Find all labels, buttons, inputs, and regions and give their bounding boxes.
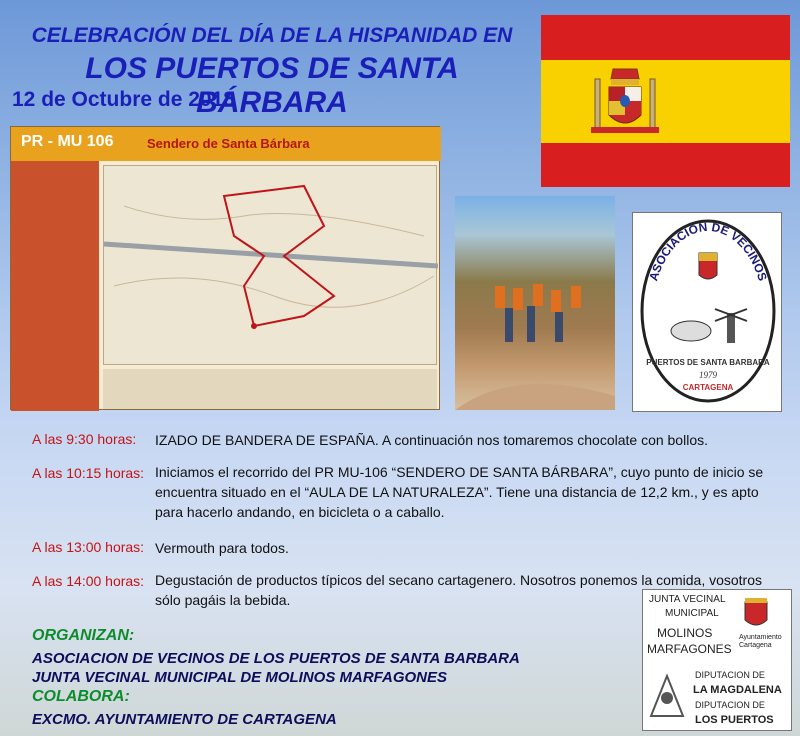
diputacion-label-1: DIPUTACION DE <box>695 670 765 680</box>
schedule-time: A las 14:00 horas: <box>32 573 145 589</box>
coat-of-arms-icon <box>589 65 661 145</box>
junta-line-1: JUNTA VECINAL <box>649 594 726 605</box>
schedule-text: Vermouth para todos. <box>155 540 289 556</box>
trail-name: Sendero de Santa Bárbara <box>147 136 310 151</box>
hikers-photo <box>455 196 615 410</box>
junta-line-2: MUNICIPAL <box>665 608 719 619</box>
organizer-2: JUNTA VECINAL MUNICIPAL DE MOLINOS MARFAGONES <box>32 669 448 686</box>
map-legend-bar <box>103 369 437 409</box>
diputacion-emblem-icon <box>647 670 687 722</box>
title-line-2: LOS PUERTOS DE SANTA BÁRBARA <box>85 52 459 119</box>
junta-line-4: MARFAGONES <box>647 642 732 656</box>
schedule-text: Iniciamos el recorrido del PR MU-106 “SENDERO DE SANTA BÁRBARA”, cuyo punto de inicio se encuentra situado en el “AULA DE LA NATURALEZA”. Tiene una distancia de 12,2 km., y es apto para hacerlo andando, en bicicleta o a caballo. <box>155 464 764 520</box>
place-2: LOS PUERTOS <box>695 714 774 726</box>
route-map-graphic <box>104 166 438 366</box>
schedule-text: Degustación de productos típicos del secano cartagenero. Nosotros ponemos la comida, vosotros sólo pagáis la bebida. <box>155 572 763 608</box>
colabora-heading: COLABORA: <box>32 688 130 705</box>
ayuntamiento-label: Ayuntamiento Cartagena <box>739 634 782 649</box>
place-1: LA MAGDALENA <box>693 684 782 696</box>
spain-flag <box>541 15 790 187</box>
schedule-time: A las 13:00 horas: <box>32 539 145 555</box>
junta-vecinal-logo <box>642 589 792 731</box>
logo-year: 1979 <box>699 370 717 380</box>
cartagena-crest-icon <box>741 596 771 632</box>
association-logo <box>632 212 782 412</box>
organizer-1: ASOCIACION DE VECINOS DE LOS PUERTOS DE SANTA BARBARA <box>32 650 520 667</box>
title-line-1: CELEBRACIÓN DEL DÍA DE LA HISPANIDAD EN <box>31 24 513 47</box>
event-date: 12 de Octubre de 2018 <box>12 88 235 111</box>
organizan-heading: ORGANIZAN: <box>32 627 135 644</box>
trail-code: PR - MU 106 <box>21 133 114 150</box>
collaborator-1: EXCMO. AYUNTAMIENTO DE CARTAGENA <box>32 711 337 728</box>
schedule-text: IZADO DE BANDERA DE ESPAÑA. A continuación nos tomaremos chocolate con bollos. <box>155 432 708 448</box>
map-area <box>103 165 437 365</box>
logo-city: CARTAGENA <box>682 383 734 392</box>
schedule-time: A las 9:30 horas: <box>32 431 137 447</box>
junta-line-3: MOLINOS <box>657 626 713 640</box>
logo-bottom-text: PUERTOS DE SANTA BARBARA <box>646 358 770 367</box>
diputacion-label-2: DIPUTACION DE <box>695 700 765 710</box>
trail-map <box>10 126 440 410</box>
logo-arc-text: ASOCIACION DE VECINOS <box>646 219 770 283</box>
map-info-column <box>11 161 99 411</box>
schedule-time: A las 10:15 horas: <box>32 465 145 481</box>
flag-yellow-band <box>541 60 790 143</box>
